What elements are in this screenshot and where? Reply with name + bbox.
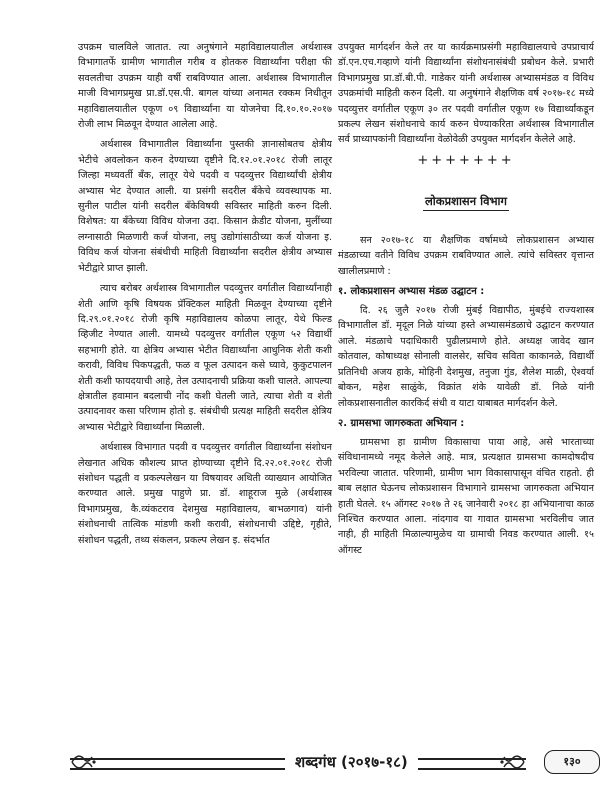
section-heading (338, 190, 594, 211)
paragraph: अर्थशास्त्र विभागातील विद्यार्थ्यांना पुस्तकी ज्ञानासोबतच क्षेत्रीय भेटीचे अवलोकन करुन देण्याच्या दृष्टीने दि.१२.०१.२०१८ रोजी लातूर जिल्हा मध्यवर्ती बँक, लातूर येथे पदवी व पदव्युत्तर विद्यार्थ्यांची क्षेत्रीय अभ्यास भेट देण्यात आली. या प्रसंगी सदरील बँकेचे व्यवस्थापक मा. सुनील पाटील यांनी सदरील बँकेविषयी सविस्तर माहिती करुन दिली. विशेषत: या बँकेच्या विविध योजना उदा. किसान क्रेडीट योजना, मुलींच्या लग्नासाठी मिळणारी कर्ज योजना, लघु उद्योगांसाठीच्या कर्ज योजना इ. विविध कर्ज योजना संबंधीची माहिती विद्यार्थ्यांना सदरील क्षेत्रीय अभ्यास भेटीद्वारे प्राप्त झाली. (78, 139, 332, 274)
paragraph: त्याच बरोबर अर्थशास्त्र विभागातील पदव्युत्तर वर्गातील विद्यार्थ्यांनाही शेती आणि कृषि विषयक प्रॅक्टिकल माहिती मिळवून देण्याच्या दृष्टीने दि.२९.०१.२०१८ रोजी कृषि महाविद्यालय कोळपा लातूर, येथे फिल्ड व्हिजीट नेण्यात आली. यामध्ये पदव्युत्तर वर्गातील एकूण ५२ विद्यार्थी सहभागी होते. या क्षेत्रिय अभ्यास भेटीत विद्यार्थ्यांना आधुनिक शेती कशी करावी, विविध पिकपद्धती, फळ व फूल उत्पादन कसे घ्यावे, कुकुटपालन शेती कशी फायदयाची आहे, तेल उत्पादनाची प्रक्रिया कशी चालते. आपल्या क्षेत्रातील हवामान बदलाची नोंद कशी घेतली जाते, त्याचा शेती व शेती उत्पादनावर कसा परिणाम होतो इ. संबंधीची प्रत्यक्ष माहिती सदरील क्षेत्रिय अभ्यास भेटीद्वारे विद्यार्थ्यांना मिळाली. (78, 283, 332, 433)
subheading: १. लोकप्रशासन अभ्यास मंडळ उद्घाटन : (338, 286, 485, 298)
paragraph: दि. २६ जुलै २०१७ रोजी मुंबई विद्यापीठ, मुंबईचे राज्यशास्त्र विभागातील डॉ. मृदूल निळे यांच्या हस्ते अभ्यासमंडळाचे उद्घाटन करण्यात आले. मंडळाचे पदाधिकारी पुढीलप्रमाणे होते. अध्यक्ष जावेद खान कोतवाल, कोषाध्यक्ष सोनाली वालसेर, सचिव सविता काकानळे, विद्यार्थी प्रतिनिधी अजय हाके, मोहिनी देशमुख, तनुजा गुंड, शैलेश माळी, ऐश्वर्या बोकन, महेश साळुंके, विक्रांत शंके यावेळी डॉ. निळे यांनी लोकप्रशासनातील कारकिर्द संधी व याटा याबाबत मार्गदर्शन केले. (338, 305, 594, 409)
publication-title: शब्दगंध (२०१७-१८) (285, 750, 418, 774)
paragraph: अर्थशास्त्र विभागात पदवी व पदव्युत्तर वर्गातील विद्यार्थ्यांना संशोधन लेखनात अधिक कौशल्य प्राप्त होण्याच्या दृष्टीने दि.२२.०१.२०१८ रोजी संशोधन पद्धती व प्रकल्पलेखन या विषयावर अथिती व्याख्यान आयोजित करण्यात आले. प्रमुख पाहुणे प्रा. डॉ. शाहूराज मुळे (अर्थशास्त्र विभागप्रमुख, कै.व्यंकटराव देशमुख महाविद्यालय, बाभळगाव) यांनी संशोधनाची तात्विक मांडणी कशी करावी, संशोधनाची उद्दिष्टे, गृहीते, संशोधन पद्धती, तथ्य संकलन, प्रकल्प लेखन इ. संदर्भात (78, 442, 332, 546)
ornament-icon (70, 751, 96, 773)
ornament-icon (500, 751, 526, 773)
paragraph: सन २०१७-१८ या शैक्षणिक वर्षामध्ये लोकप्रशासन अभ्यास मंडळाच्या वतीने विविध उपक्रम राबविण्यात आले. त्यांचे सविस्तर वृत्तान्त खालीलप्रमाणे : (338, 234, 594, 277)
paragraph: ग्रामसभा हा ग्रामीण विकासाचा पाया आहे, असे भारताच्या संविधानामध्ये नमूद केलेले आहे. मात्र, प्रत्यक्षात ग्रामसभा कामदोषदीच भरविल्या जातात. परिणामी, ग्रामीण भाग विकासापासून वंचित राहतो. ही बाब लक्षात घेऊनच लोकप्रशासन विभागाने ग्रामसभा जागरुकता अभियान हाती घेतले. १५ ऑगस्ट २०१७ ते २६ जानेवारी २०१८ हा अभियानाचा काळ निश्चित करण्यात आला. नांदगाव या गावात ग्रामसभा भरविलीच जात नाही, ही माहिती मिळाल्यामुळेच या ग्रामाची निवड करण्यात आली. १५ ऑगस्ट (338, 436, 594, 556)
page-number: १३० (544, 750, 600, 774)
paragraph: उपक्रम चालविले जातात. त्या अनुषंगाने महाविद्यालयातील अर्थशास्त्र विभागातर्फे ग्रामीण भागातील गरीब व होतकरु विद्यार्थ्यांना परीक्षा फी सवलतीचा उपक्रम याही वर्षी राबविण्यात आला. अर्थशास्त्र विभागातील माजी विभागप्रमुख प्रा.डॉ.एस.पी. बागल यांच्या अनामत रक्कम निधीतून महाविद्यालयातील एकूण ०९ विद्यार्थ्यांना या योजनेचा दि.१०.१०.२०१७ रोजी लाभ मिळवून देण्यात आलेला आहे. (78, 42, 332, 131)
section-heading-text: लोकप्रशासन विभाग (423, 194, 509, 211)
right-column (338, 40, 594, 563)
separator-stars: +++++++ (417, 152, 515, 168)
page-footer (70, 749, 600, 775)
left-column (78, 40, 332, 553)
subheading: २. ग्रामसभा जागरुकता अभियान : (338, 417, 465, 429)
paragraph: उपयुक्त मार्गदर्शन केले तर या कार्यक्रमाप्रसंगी महाविद्यालयाचे उपप्राचार्य डॉ.एन.एच.गव्हाणे यांनी विद्यार्थ्यांना संशोधनासंबंधी प्रबोधन केले. प्रभारी विभागप्रमुख प्रा.डॉ.बी.पी. गाडेकर यांनी अर्थशास्त्र अभ्यासमंडळ व विविध उपक्रमांची माहिती करुन दिली. या अनुषंगाने शैक्षणिक वर्ष २०१७-१८ मध्ये पदव्युत्तर वर्गातील एकूण ३० तर पदवी वर्गातील एकूण १७ विद्यार्थ्यांकडून प्रकल्प लेखन संशोधनाचे कार्य करुन घेण्याकरिता अर्थशास्त्र विभागातील सर्व प्राध्यापकांनी विद्यार्थ्यांना वेळोवेळी उपयुक्त मार्गदर्शन केलेले आहे. (338, 42, 594, 146)
